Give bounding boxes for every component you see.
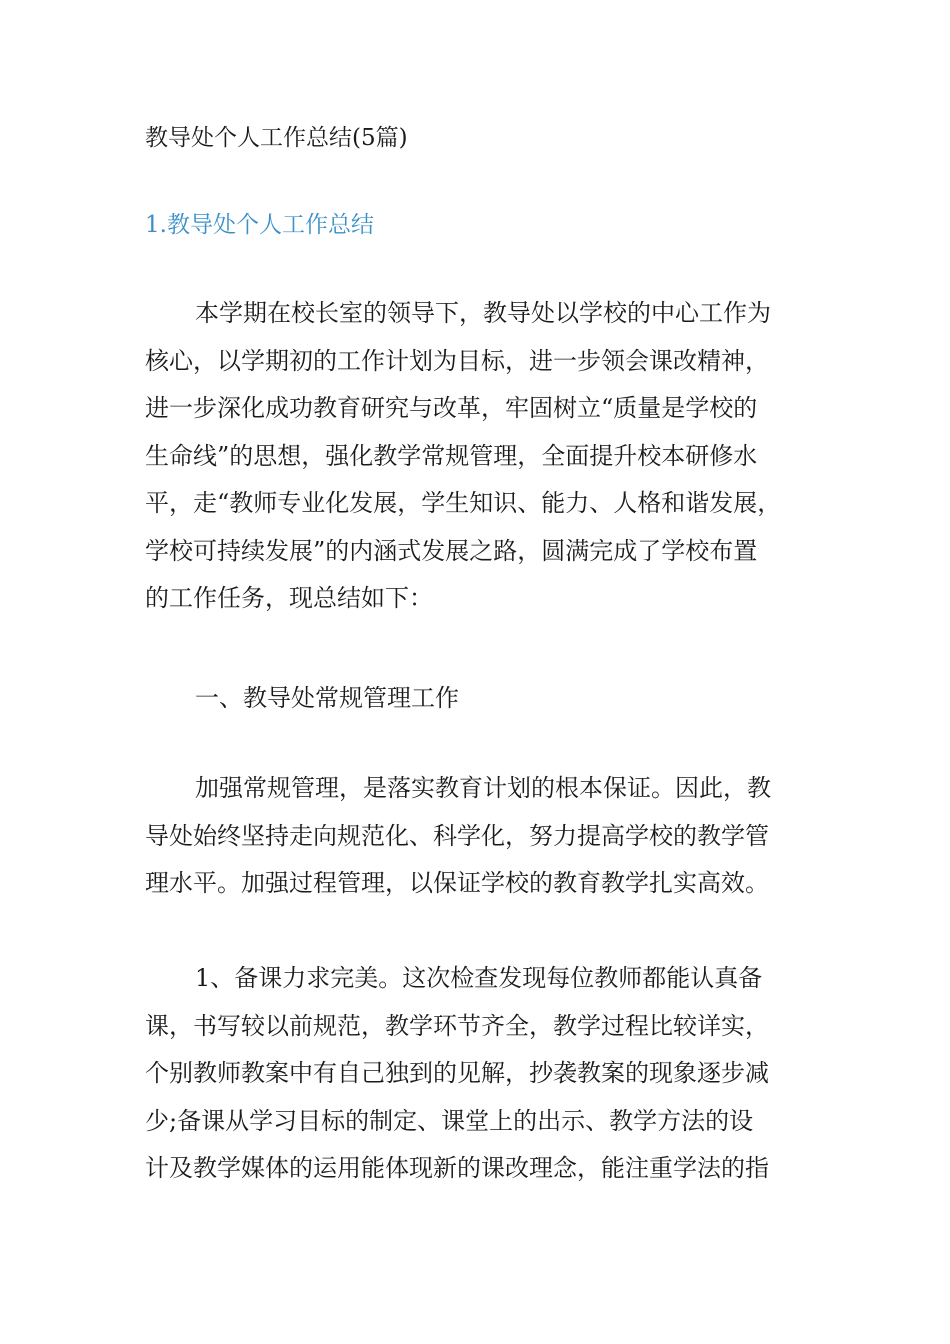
paragraph-line: 个别教师教案中有自己独到的见解，抄袭教案的现象逐步减 [145, 1059, 769, 1087]
paragraph-management [145, 765, 815, 908]
paragraph-line: 一、教导处常规管理工作 [195, 684, 459, 712]
paragraph-line: 少;备课从学习目标的制定、课堂上的出示、教学方法的设 [145, 1106, 754, 1135]
subsection-heading [145, 675, 815, 723]
document-title: 教导处个人工作总结(5篇) [145, 125, 408, 151]
paragraph-line: 进一步深化成功教育研究与改革，牢固树立“质量是学校的 [145, 394, 758, 422]
paragraph-line: 的工作任务，现总结如下： [145, 584, 433, 612]
paragraph-line: 学校可持续发展”的内涵式发展之路，圆满完成了学校布置 [145, 536, 758, 565]
paragraph-line: 理水平。加强过程管理，以保证学校的教育教学扎实高效。 [145, 869, 769, 897]
paragraph-line: 课，书写较以前规范，教学环节齐全，教学过程比较详实， [145, 1011, 769, 1040]
paragraph-line: 生命线”的思想，强化教学常规管理，全面提升校本研修水 [145, 441, 758, 470]
paragraph-line: 加强常规管理，是落实教育计划的根本保证。因此，教 [195, 774, 771, 802]
paragraph-line: 导处始终坚持走向规范化、科学化，努力提高学校的教学管 [145, 821, 769, 850]
section-heading: 1.教导处个人工作总结 [145, 212, 374, 238]
paragraph-intro [145, 290, 815, 623]
paragraph-line: 本学期在校长室的领导下，教导处以学校的中心工作为 [195, 299, 771, 327]
paragraph-lesson-prep [145, 955, 815, 1193]
paragraph-line: 核心，以学期初的工作计划为目标，进一步领会课改精神， [145, 346, 769, 375]
paragraph-line: 1、备课力求完美。这次检查发现每位教师都能认真备 [195, 964, 763, 992]
paragraph-line: 计及教学媒体的运用能体现新的课改理念，能注重学法的指 [145, 1154, 769, 1182]
paragraph-line: 平，走“教师专业化发展，学生知识、能力、人格和谐发展， [145, 489, 782, 517]
